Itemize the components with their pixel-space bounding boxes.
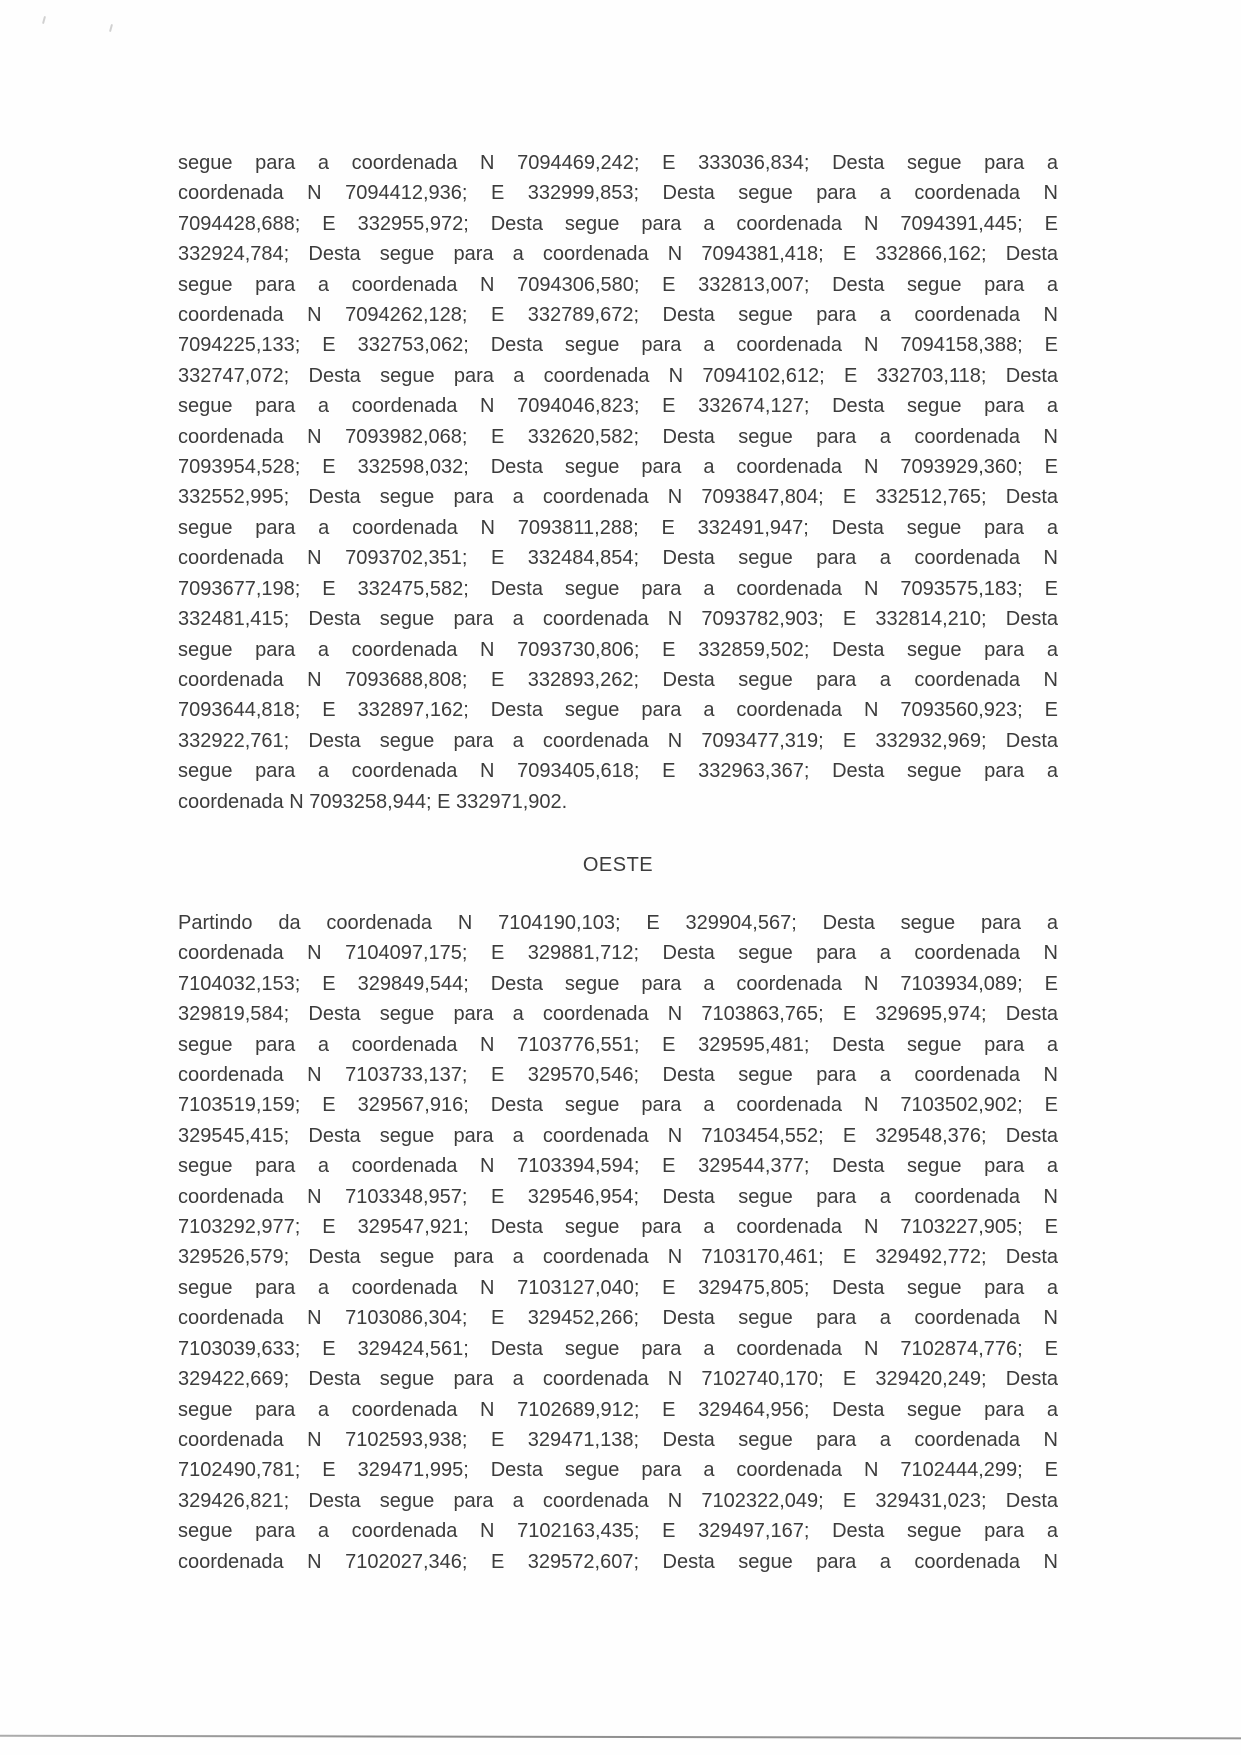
text-line: 332924,784; Desta segue para a coordenada N 7094381,418; E 332866,162; Desta bbox=[178, 243, 1058, 266]
text-line: 332922,761; Desta segue para a coordenada N 7093477,319; E 332932,969; Desta bbox=[178, 729, 1058, 752]
text-line: coordenada N 7102593,938; E 329471,138; Desta segue para a coordenada N bbox=[178, 1428, 1058, 1451]
text-line: 332481,415; Desta segue para a coordenada N 7093782,903; E 332814,210; Desta bbox=[178, 608, 1058, 631]
text-line: segue para a coordenada N 7103394,594; E 329544,377; Desta segue para a bbox=[178, 1155, 1058, 1178]
text-line: 7093644,818; E 332897,162; Desta segue para a coordenada N 7093560,923; E bbox=[178, 699, 1058, 722]
text-line: 7103519,159; E 329567,916; Desta segue para a coordenada N 7103502,902; E bbox=[178, 1094, 1058, 1117]
text-line: coordenada N 7103733,137; E 329570,546; Desta segue para a coordenada N bbox=[178, 1064, 1058, 1087]
text-line: coordenada N 7093982,068; E 332620,582; Desta segue para a coordenada N bbox=[178, 425, 1058, 448]
text-line: segue para a coordenada N 7093811,288; E 332491,947; Desta segue para a bbox=[178, 516, 1058, 539]
text-line: 7104032,153; E 329849,544; Desta segue para a coordenada N 7103934,089; E bbox=[178, 972, 1058, 995]
text-line: coordenada N 7094262,128; E 332789,672; Desta segue para a coordenada N bbox=[178, 304, 1058, 327]
text-line: coordenada N 7103348,957; E 329546,954; Desta segue para a coordenada N bbox=[178, 1185, 1058, 1208]
paragraph-coordinates-oeste bbox=[178, 908, 1058, 1577]
text-line: 329526,579; Desta segue para a coordenada N 7103170,461; E 329492,772; Desta bbox=[178, 1246, 1058, 1269]
text-line: 7093677,198; E 332475,582; Desta segue para a coordenada N 7093575,183; E bbox=[178, 577, 1058, 600]
page-bottom-rule bbox=[0, 1735, 1241, 1740]
scan-artifact bbox=[109, 24, 113, 32]
text-line: 329819,584; Desta segue para a coordenada N 7103863,765; E 329695,974; Desta bbox=[178, 1003, 1058, 1026]
text-line: segue para a coordenada N 7094469,242; E 333036,834; Desta segue para a bbox=[178, 152, 1058, 174]
text-line: segue para a coordenada N 7093405,618; E 332963,367; Desta segue para a bbox=[178, 760, 1058, 783]
text-line: 7094428,688; E 332955,972; Desta segue para a coordenada N 7094391,445; E bbox=[178, 212, 1058, 235]
scan-artifact bbox=[42, 16, 46, 24]
text-line: coordenada N 7104097,175; E 329881,712; Desta segue para a coordenada N bbox=[178, 942, 1058, 965]
text-line: coordenada N 7093258,944; E 332971,902. bbox=[178, 790, 568, 813]
paragraph-coordinates-continuation bbox=[178, 148, 1058, 817]
text-line: coordenada N 7094412,936; E 332999,853; Desta segue para a coordenada N bbox=[178, 182, 1058, 205]
text-line: segue para a coordenada N 7093730,806; E 332859,502; Desta segue para a bbox=[178, 638, 1058, 661]
text-line: 7103039,633; E 329424,561; Desta segue para a coordenada N 7102874,776; E bbox=[178, 1337, 1058, 1360]
text-line: 7094225,133; E 332753,062; Desta segue para a coordenada N 7094158,388; E bbox=[178, 334, 1058, 357]
text-line: segue para a coordenada N 7102163,435; E 329497,167; Desta segue para a bbox=[178, 1520, 1058, 1543]
text-line: 329545,415; Desta segue para a coordenada N 7103454,552; E 329548,376; Desta bbox=[178, 1124, 1058, 1147]
text-line: 329426,821; Desta segue para a coordenada N 7102322,049; E 329431,023; Desta bbox=[178, 1489, 1058, 1512]
text-line: 7103292,977; E 329547,921; Desta segue para a coordenada N 7103227,905; E bbox=[178, 1216, 1058, 1239]
text-line: 332747,072; Desta segue para a coordenada N 7094102,612; E 332703,118; Desta bbox=[178, 364, 1058, 387]
section-heading-oeste: OESTE bbox=[582, 854, 654, 876]
text-line: segue para a coordenada N 7103127,040; E 329475,805; Desta segue para a bbox=[178, 1276, 1058, 1299]
text-line: 332552,995; Desta segue para a coordenada N 7093847,804; E 332512,765; Desta bbox=[178, 486, 1058, 509]
text-line: segue para a coordenada N 7094046,823; E 332674,127; Desta segue para a bbox=[178, 395, 1058, 418]
text-line: 7093954,528; E 332598,032; Desta segue para a coordenada N 7093929,360; E bbox=[178, 456, 1058, 479]
text-line: segue para a coordenada N 7103776,551; E 329595,481; Desta segue para a bbox=[178, 1033, 1058, 1056]
text-line: coordenada N 7093688,808; E 332893,262; Desta segue para a coordenada N bbox=[178, 668, 1058, 691]
text-line: coordenada N 7093702,351; E 332484,854; Desta segue para a coordenada N bbox=[178, 547, 1058, 570]
text-line: coordenada N 7103086,304; E 329452,266; Desta segue para a coordenada N bbox=[178, 1307, 1058, 1330]
text-line: 329422,669; Desta segue para a coordenada N 7102740,170; E 329420,249; Desta bbox=[178, 1368, 1058, 1391]
text-line: segue para a coordenada N 7094306,580; E 332813,007; Desta segue para a bbox=[178, 273, 1058, 296]
text-line: Partindo da coordenada N 7104190,103; E 329904,567; Desta segue para a bbox=[178, 912, 1058, 934]
text-line: coordenada N 7102027,346; E 329572,607; Desta segue para a coordenada N bbox=[178, 1550, 1058, 1573]
text-line: 7102490,781; E 329471,995; Desta segue para a coordenada N 7102444,299; E bbox=[178, 1459, 1058, 1482]
text-line: segue para a coordenada N 7102689,912; E 329464,956; Desta segue para a bbox=[178, 1398, 1058, 1421]
